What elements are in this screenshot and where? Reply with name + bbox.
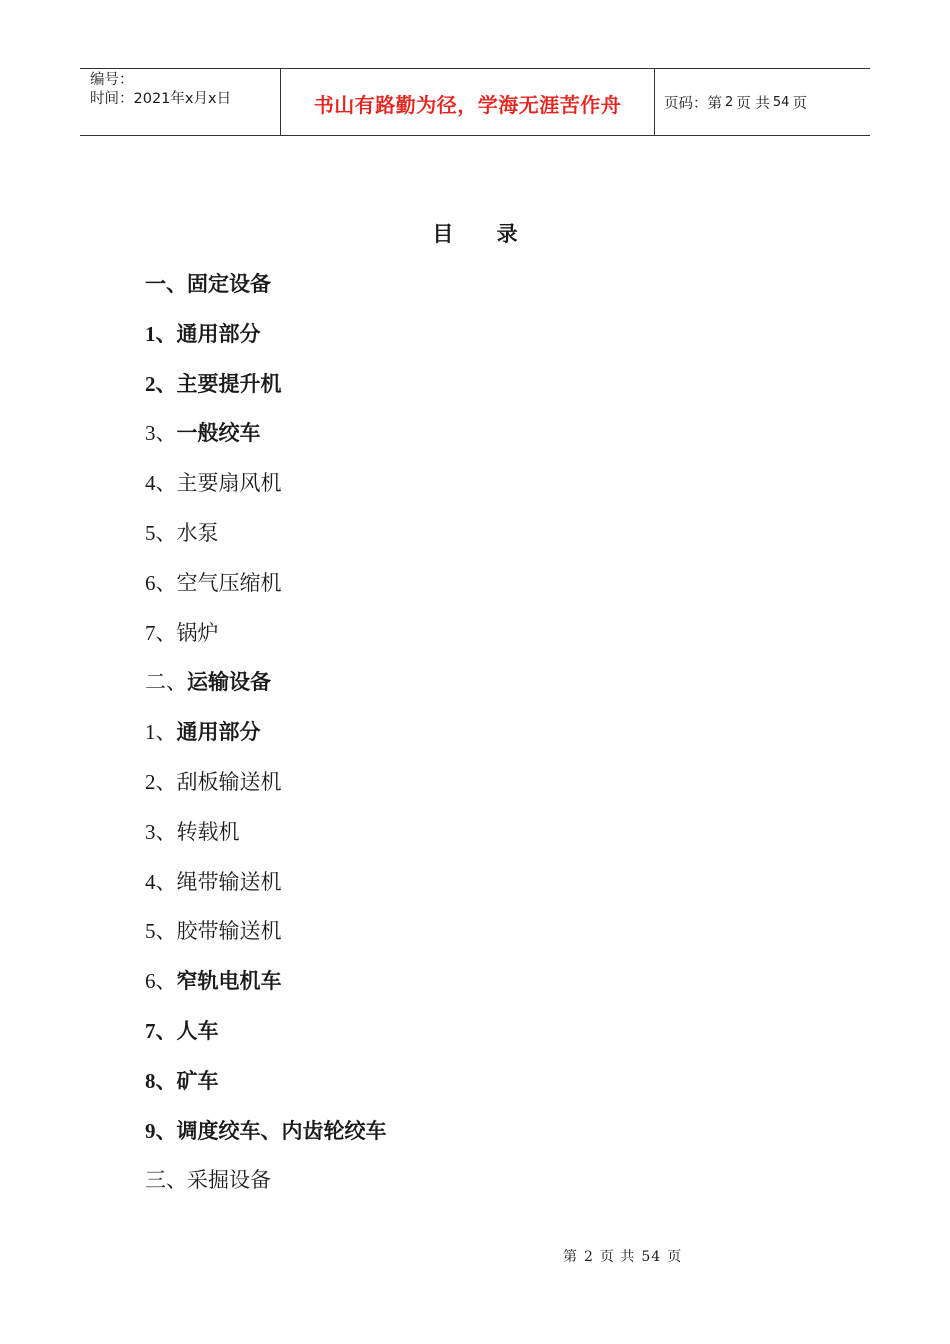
toc-entry[interactable] [145,262,387,312]
page-suffix: 页 [792,95,807,112]
toc-entry-number: 9、 [145,1118,177,1143]
toc-entry-text: 一般绞车 [176,421,261,446]
toc-entry-number: 4、 [145,869,177,894]
header-motto-cell [281,69,655,135]
header-page-cell [655,69,870,135]
toc-entry-text: 矿车 [176,1068,219,1093]
toc-entry[interactable] [145,611,387,661]
toc-entry-text: 胶带输送机 [176,919,282,944]
toc-entry-text: 运输设备 [187,670,271,695]
toc-entry-text: 水泵 [176,520,219,545]
toc-entry-number: 6、 [145,570,177,595]
toc-entry-text: 转载机 [176,819,240,844]
toc-entry-number: 5、 [145,520,177,545]
toc-entry-text: 刮板输送机 [176,769,282,794]
toc-entry[interactable] [145,860,387,910]
footer-current: 2 [584,1249,594,1265]
page-middle: 页 共 [736,95,770,112]
toc-entry-number: 1、 [145,720,177,745]
toc-entry-number: 5、 [145,919,177,944]
toc-entry-number: 3、 [145,819,177,844]
footer-middle: 页 共 [599,1249,636,1265]
toc-entry-text: 锅炉 [176,620,219,645]
toc-title: 目 录 [432,222,536,246]
toc-entry-number: 三、 [145,1168,187,1193]
time-value: 2021年x月x日 [133,91,232,107]
toc-entry-text: 绳带输送机 [176,869,282,894]
toc-list [145,262,387,1208]
toc-entry-number: 2、 [145,769,177,794]
toc-entry-number: 7、 [145,1018,177,1043]
toc-entry-text: 人车 [176,1018,219,1043]
toc-entry[interactable] [145,909,387,959]
toc-entry-number: 7、 [145,620,177,645]
page-header [80,68,870,136]
toc-entry[interactable] [145,511,387,561]
header-meta-cell [80,69,281,135]
toc-entry-number: 1、 [145,321,177,346]
toc-entry-number: 4、 [145,471,177,496]
toc-entry-number: 一、 [145,272,187,296]
toc-entry[interactable] [145,561,387,611]
toc-entry-text: 主要提升机 [176,371,282,396]
page-total: 54 [772,94,790,110]
toc-entry[interactable] [145,312,387,362]
footer-prefix: 第 [563,1249,578,1265]
toc-entry-text: 通用部分 [176,321,261,346]
toc-entry-text: 通用部分 [176,720,261,745]
motto-text: 书山有路勤为径，学海无涯苦作舟 [313,92,622,117]
toc-entry-number: 3、 [145,421,177,446]
toc-entry-text: 调度绞车、内齿轮绞车 [176,1118,387,1143]
toc-entry[interactable] [145,461,387,511]
toc-entry-number: 2、 [145,371,177,396]
toc-entry[interactable] [145,710,387,760]
toc-entry-text: 主要扇风机 [176,471,282,496]
toc-entry[interactable] [145,362,387,412]
toc-entry-number: 6、 [145,969,177,994]
time-line [90,90,280,109]
toc-entry-text: 空气压缩机 [176,570,282,595]
toc-entry-text: 采掘设备 [187,1168,271,1193]
toc-entry-number: 8、 [145,1068,177,1093]
page-prefix: 页码：第 [664,95,722,112]
toc-entry-text: 固定设备 [187,272,271,296]
toc-entry[interactable] [145,660,387,710]
toc-entry[interactable] [145,411,387,461]
toc-entry[interactable] [145,760,387,810]
toc-entry[interactable] [145,1009,387,1059]
toc-entry[interactable] [145,959,387,1009]
toc-entry-text: 窄轨电机车 [176,969,282,994]
footer-total: 54 [641,1249,662,1265]
toc-entry[interactable] [145,1109,387,1159]
footer-suffix: 页 [667,1249,683,1265]
time-label: 时间： [90,91,134,107]
page-footer [563,1246,688,1266]
toc-entry[interactable] [145,1158,387,1208]
page-current: 2 [725,94,734,110]
toc-entry[interactable] [145,810,387,860]
number-label: 编号： [90,72,134,88]
toc-entry-number: 二、 [145,670,187,695]
toc-entry[interactable] [145,1059,387,1109]
